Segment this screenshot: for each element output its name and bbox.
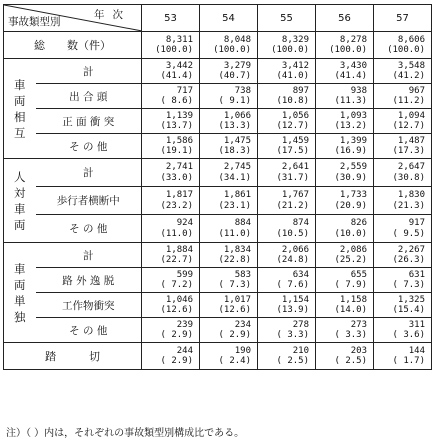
percent-value: (17.5) bbox=[276, 146, 309, 156]
value-cell bbox=[316, 215, 374, 243]
year-header: 57 bbox=[374, 5, 432, 32]
value-cell bbox=[200, 215, 258, 243]
type-axis-label: 事故類型別 bbox=[8, 16, 61, 28]
value-cell bbox=[200, 243, 258, 268]
value-cell bbox=[316, 134, 374, 159]
value-cell bbox=[316, 243, 374, 268]
percent-value: (100.0) bbox=[329, 45, 367, 55]
year-axis-label: 年次 bbox=[94, 9, 131, 21]
count-value: 190 bbox=[234, 345, 251, 356]
percent-value: (26.3) bbox=[392, 255, 425, 265]
percent-value: ( 3.6) bbox=[392, 330, 425, 340]
count-value: 1,154 bbox=[281, 294, 309, 305]
value-cell bbox=[374, 187, 432, 215]
count-value: 1,139 bbox=[165, 110, 193, 121]
row-label: 計 bbox=[36, 243, 142, 268]
percent-value: (100.0) bbox=[387, 45, 425, 55]
header-row bbox=[4, 5, 432, 32]
count-value: 1,046 bbox=[165, 294, 193, 305]
count-value: 874 bbox=[292, 218, 309, 228]
value-cell bbox=[142, 243, 200, 268]
percent-value: ( 7.9) bbox=[334, 280, 367, 290]
group-label bbox=[4, 243, 36, 343]
total-row bbox=[4, 32, 432, 59]
group-label-char: 車 bbox=[14, 77, 26, 92]
value-cell bbox=[258, 268, 316, 293]
count-value: 239 bbox=[176, 319, 193, 330]
count-value: 826 bbox=[350, 218, 367, 228]
count-value: 3,442 bbox=[165, 60, 193, 71]
group-label-char: 互 bbox=[14, 125, 26, 140]
percent-value: (16.9) bbox=[334, 146, 367, 156]
group-label-char: 対 bbox=[14, 185, 26, 200]
count-value: 2,745 bbox=[223, 162, 251, 172]
count-value: 2,086 bbox=[339, 244, 367, 255]
count-value: 967 bbox=[408, 85, 425, 96]
count-value: 1,767 bbox=[281, 190, 309, 200]
count-value: 244 bbox=[176, 345, 193, 356]
value-cell bbox=[200, 109, 258, 134]
percent-value: (41.4) bbox=[160, 71, 193, 81]
group-label-char: 両 bbox=[14, 217, 26, 232]
row-label: 出 合 頭 bbox=[36, 84, 142, 109]
value-cell bbox=[142, 318, 200, 343]
percent-value: (21.2) bbox=[276, 200, 309, 211]
count-value: 3,412 bbox=[281, 60, 309, 71]
table-row bbox=[4, 293, 432, 318]
row-label: 歩行者横断中 bbox=[36, 187, 142, 215]
count-value: 938 bbox=[350, 85, 367, 96]
percent-value: (30.8) bbox=[392, 172, 425, 183]
group-label-char: 両 bbox=[14, 277, 26, 292]
percent-value: ( 2.5) bbox=[334, 356, 367, 366]
year-header: 53 bbox=[142, 5, 200, 32]
count-value: 634 bbox=[292, 269, 309, 280]
percent-value: (41.4) bbox=[334, 71, 367, 81]
header-corner-cell bbox=[4, 5, 142, 32]
percent-value: (17.3) bbox=[392, 146, 425, 156]
table-row bbox=[4, 109, 432, 134]
percent-value: ( 7.2) bbox=[160, 280, 193, 290]
percent-value: (11.0) bbox=[160, 228, 193, 239]
value-cell bbox=[142, 134, 200, 159]
percent-value: (11.2) bbox=[392, 96, 425, 106]
count-value: 2,267 bbox=[397, 244, 425, 255]
count-value: 631 bbox=[408, 269, 425, 280]
count-value: 717 bbox=[176, 85, 193, 96]
value-cell bbox=[374, 134, 432, 159]
count-value: 1,817 bbox=[165, 190, 193, 200]
row-label: そ の 他 bbox=[36, 318, 142, 343]
value-cell bbox=[258, 59, 316, 84]
count-value: 1,017 bbox=[223, 294, 251, 305]
count-value: 203 bbox=[350, 345, 367, 356]
percent-value: ( 3.3) bbox=[334, 330, 367, 340]
percent-value: (30.9) bbox=[334, 172, 367, 183]
count-value: 1,487 bbox=[397, 135, 425, 146]
count-value: 234 bbox=[234, 319, 251, 330]
value-cell bbox=[374, 243, 432, 268]
value-cell bbox=[200, 268, 258, 293]
row-label: 計 bbox=[36, 59, 142, 84]
count-value: 8,048 bbox=[223, 34, 251, 45]
table-row bbox=[4, 134, 432, 159]
count-value: 278 bbox=[292, 319, 309, 330]
percent-value: (12.7) bbox=[276, 121, 309, 131]
count-value: 1,066 bbox=[223, 110, 251, 121]
value-cell bbox=[374, 159, 432, 187]
row-label: そ の 他 bbox=[36, 134, 142, 159]
table-row bbox=[4, 243, 432, 268]
value-cell bbox=[142, 84, 200, 109]
value-cell bbox=[316, 159, 374, 187]
year-header: 55 bbox=[258, 5, 316, 32]
value-cell bbox=[258, 32, 316, 59]
percent-value: (13.7) bbox=[160, 121, 193, 131]
value-cell bbox=[316, 187, 374, 215]
value-cell bbox=[258, 318, 316, 343]
percent-value: (22.7) bbox=[160, 255, 193, 265]
table-row bbox=[4, 268, 432, 293]
row-label: 路 外 逸 脱 bbox=[36, 268, 142, 293]
value-cell bbox=[200, 187, 258, 215]
value-cell bbox=[316, 109, 374, 134]
row-label: そ の 他 bbox=[36, 215, 142, 243]
total-label: 総 数（件） bbox=[4, 32, 142, 59]
percent-value: ( 2.9) bbox=[218, 330, 251, 340]
table-row bbox=[4, 59, 432, 84]
group-label-char: 両 bbox=[14, 93, 26, 108]
count-value: 1,475 bbox=[223, 135, 251, 146]
count-value: 1,399 bbox=[339, 135, 367, 146]
value-cell bbox=[258, 293, 316, 318]
percent-value: (24.8) bbox=[276, 255, 309, 265]
percent-value: ( 1.7) bbox=[392, 356, 425, 366]
count-value: 2,559 bbox=[339, 162, 367, 172]
value-cell bbox=[374, 215, 432, 243]
count-value: 917 bbox=[408, 218, 425, 228]
accident-type-table bbox=[3, 4, 432, 370]
row-label: 工作物衝突 bbox=[36, 293, 142, 318]
count-value: 2,641 bbox=[281, 162, 309, 172]
percent-value: (13.3) bbox=[218, 121, 251, 131]
table-body bbox=[4, 32, 432, 370]
value-cell bbox=[316, 84, 374, 109]
value-cell bbox=[142, 268, 200, 293]
count-value: 8,278 bbox=[339, 34, 367, 45]
percent-value: ( 3.3) bbox=[276, 330, 309, 340]
count-value: 273 bbox=[350, 319, 367, 330]
count-value: 3,548 bbox=[397, 60, 425, 71]
value-cell bbox=[142, 343, 200, 370]
value-cell bbox=[142, 109, 200, 134]
value-cell bbox=[200, 318, 258, 343]
percent-value: (41.0) bbox=[276, 71, 309, 81]
percent-value: (100.0) bbox=[271, 45, 309, 55]
percent-value: (11.0) bbox=[218, 228, 251, 239]
value-cell bbox=[142, 59, 200, 84]
group-label bbox=[4, 159, 36, 243]
count-value: 1,861 bbox=[223, 190, 251, 200]
count-value: 599 bbox=[176, 269, 193, 280]
percent-value: (20.9) bbox=[334, 200, 367, 211]
footnote: 注）（ ）内は，それぞれの事故類型別構成比である。 bbox=[6, 428, 245, 439]
percent-value: (23.2) bbox=[160, 200, 193, 211]
count-value: 2,741 bbox=[165, 162, 193, 172]
count-value: 655 bbox=[350, 269, 367, 280]
percent-value: (22.8) bbox=[218, 255, 251, 265]
percent-value: (100.0) bbox=[213, 45, 251, 55]
percent-value: ( 9.5) bbox=[392, 228, 425, 239]
count-value: 924 bbox=[176, 218, 193, 228]
percent-value: ( 8.6) bbox=[160, 96, 193, 106]
table-row bbox=[4, 318, 432, 343]
value-cell bbox=[316, 59, 374, 84]
value-cell bbox=[258, 109, 316, 134]
percent-value: (12.7) bbox=[392, 121, 425, 131]
value-cell bbox=[200, 59, 258, 84]
percent-value: (10.8) bbox=[276, 96, 309, 106]
crossing-row bbox=[4, 343, 432, 370]
table-row bbox=[4, 84, 432, 109]
percent-value: (34.1) bbox=[218, 172, 251, 183]
percent-value: (33.0) bbox=[160, 172, 193, 183]
count-value: 8,606 bbox=[397, 34, 425, 45]
value-cell bbox=[200, 84, 258, 109]
count-value: 2,066 bbox=[281, 244, 309, 255]
count-value: 1,325 bbox=[397, 294, 425, 305]
percent-value: ( 2.9) bbox=[160, 356, 193, 366]
count-value: 1,830 bbox=[397, 190, 425, 200]
count-value: 1,459 bbox=[281, 135, 309, 146]
value-cell bbox=[374, 59, 432, 84]
value-cell bbox=[258, 159, 316, 187]
count-value: 1,733 bbox=[339, 190, 367, 200]
count-value: 884 bbox=[234, 218, 251, 228]
percent-value: ( 2.4) bbox=[218, 356, 251, 366]
value-cell bbox=[258, 343, 316, 370]
value-cell bbox=[316, 343, 374, 370]
group-label bbox=[4, 59, 36, 159]
value-cell bbox=[374, 32, 432, 59]
group-label-char: 人 bbox=[14, 169, 26, 184]
value-cell bbox=[142, 187, 200, 215]
crossing-label: 踏 切 bbox=[4, 343, 142, 370]
percent-value: (19.1) bbox=[160, 146, 193, 156]
value-cell bbox=[316, 318, 374, 343]
percent-value: ( 7.3) bbox=[218, 280, 251, 290]
count-value: 210 bbox=[292, 345, 309, 356]
value-cell bbox=[200, 159, 258, 187]
count-value: 1,094 bbox=[397, 110, 425, 121]
value-cell bbox=[316, 268, 374, 293]
count-value: 311 bbox=[408, 319, 425, 330]
year-header: 56 bbox=[316, 5, 374, 32]
year-header: 54 bbox=[200, 5, 258, 32]
value-cell bbox=[374, 109, 432, 134]
percent-value: (12.6) bbox=[160, 305, 193, 315]
count-value: 1,834 bbox=[223, 244, 251, 255]
group-label-char: 車 bbox=[14, 201, 26, 216]
count-value: 1,884 bbox=[165, 244, 193, 255]
value-cell bbox=[374, 318, 432, 343]
value-cell bbox=[142, 293, 200, 318]
count-value: 3,279 bbox=[223, 60, 251, 71]
percent-value: (13.2) bbox=[334, 121, 367, 131]
value-cell bbox=[258, 84, 316, 109]
table-row bbox=[4, 159, 432, 187]
count-value: 8,329 bbox=[281, 34, 309, 45]
value-cell bbox=[374, 293, 432, 318]
value-cell bbox=[200, 293, 258, 318]
value-cell bbox=[258, 187, 316, 215]
value-cell bbox=[258, 134, 316, 159]
percent-value: (25.2) bbox=[334, 255, 367, 265]
value-cell bbox=[258, 243, 316, 268]
percent-value: (10.0) bbox=[334, 228, 367, 239]
count-value: 1,158 bbox=[339, 294, 367, 305]
count-value: 8,311 bbox=[165, 34, 193, 45]
value-cell bbox=[142, 32, 200, 59]
group-label-char: 相 bbox=[14, 109, 26, 124]
value-cell bbox=[200, 134, 258, 159]
count-value: 144 bbox=[408, 345, 425, 356]
count-value: 2,647 bbox=[397, 162, 425, 172]
value-cell bbox=[316, 32, 374, 59]
value-cell bbox=[200, 32, 258, 59]
percent-value: ( 2.5) bbox=[276, 356, 309, 366]
count-value: 3,430 bbox=[339, 60, 367, 71]
percent-value: (18.3) bbox=[218, 146, 251, 156]
percent-value: ( 7.6) bbox=[276, 280, 309, 290]
count-value: 738 bbox=[234, 85, 251, 96]
group-label-char: 車 bbox=[14, 261, 26, 276]
percent-value: (31.7) bbox=[276, 172, 309, 183]
value-cell bbox=[316, 293, 374, 318]
percent-value: (10.5) bbox=[276, 228, 309, 239]
value-cell bbox=[142, 159, 200, 187]
percent-value: (23.1) bbox=[218, 200, 251, 211]
value-cell bbox=[142, 215, 200, 243]
percent-value: (21.3) bbox=[392, 200, 425, 211]
value-cell bbox=[258, 215, 316, 243]
percent-value: (15.4) bbox=[392, 305, 425, 315]
group-label-char: 単 bbox=[14, 293, 26, 308]
value-cell bbox=[374, 268, 432, 293]
percent-value: (11.3) bbox=[334, 96, 367, 106]
table-row bbox=[4, 187, 432, 215]
count-value: 583 bbox=[234, 269, 251, 280]
value-cell bbox=[374, 84, 432, 109]
group-label-char: 独 bbox=[14, 309, 26, 324]
value-cell bbox=[374, 343, 432, 370]
percent-value: (12.6) bbox=[218, 305, 251, 315]
count-value: 1,586 bbox=[165, 135, 193, 146]
percent-value: ( 9.1) bbox=[218, 96, 251, 106]
count-value: 897 bbox=[292, 85, 309, 96]
row-label: 正 面 衝 突 bbox=[36, 109, 142, 134]
table-row bbox=[4, 215, 432, 243]
row-label: 計 bbox=[36, 159, 142, 187]
count-value: 1,056 bbox=[281, 110, 309, 121]
value-cell bbox=[200, 343, 258, 370]
percent-value: (13.9) bbox=[276, 305, 309, 315]
percent-value: (14.0) bbox=[334, 305, 367, 315]
percent-value: (100.0) bbox=[155, 45, 193, 55]
percent-value: (40.7) bbox=[218, 71, 251, 81]
percent-value: ( 7.3) bbox=[392, 280, 425, 290]
percent-value: (41.2) bbox=[392, 71, 425, 81]
percent-value: ( 2.9) bbox=[160, 330, 193, 340]
count-value: 1,093 bbox=[339, 110, 367, 121]
